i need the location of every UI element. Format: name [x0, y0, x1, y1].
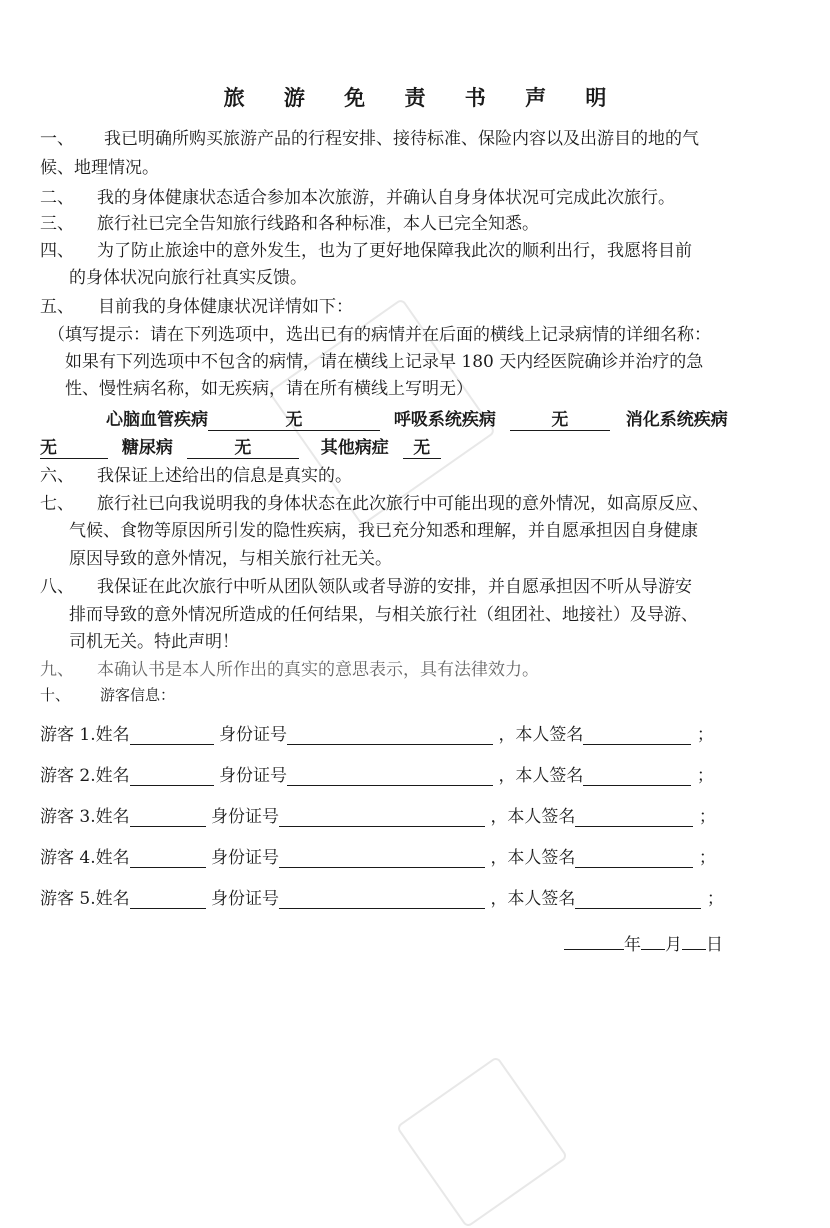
tourist-row-2 [40, 761, 714, 786]
tourist-row-5 [40, 884, 724, 909]
tourist-name-field[interactable] [130, 849, 206, 868]
month-label: 月 [665, 935, 682, 955]
clause-text: 我保证在此次旅行中听从团队领队或者导游的安排，并自愿承担因不听从导游安 [97, 577, 692, 597]
year-field[interactable] [564, 931, 624, 950]
tourist-name-label: 游客 5.姓名 [40, 889, 130, 909]
tourist-name-label: 游客 4.姓名 [40, 848, 130, 868]
tourist-id-label: 身份证号 [219, 725, 288, 745]
clause-text: 的身体状况向旅行社真实反馈。 [69, 268, 307, 288]
tourist-name-label: 游客 1.姓名 [40, 725, 130, 745]
day-label: 日 [706, 935, 723, 955]
tourist-id-field[interactable] [279, 890, 485, 909]
other-value[interactable]: 无 [403, 438, 441, 459]
tourist-id-label: 身份证号 [211, 848, 280, 868]
row-end-punct: ； [696, 725, 714, 745]
clause-number: 八、 [40, 577, 74, 597]
clause-number: 六、 [40, 466, 74, 486]
tourist-sign-label: ，本人签名 [490, 889, 576, 909]
row-end-punct: ； [698, 848, 716, 868]
tourist-sign-field[interactable] [575, 849, 693, 868]
row-end-punct: ； [706, 889, 724, 909]
document-title: 旅 游 免 责 书 声 明 [223, 85, 623, 110]
clause-number: 二、 [40, 188, 74, 208]
clause-text: 排而导致的意外情况所造成的任何结果，与相关旅行社（组团社、地接社）及导游、 [69, 605, 698, 625]
tourist-name-field[interactable] [130, 808, 206, 827]
tourist-name-field[interactable] [130, 890, 206, 909]
clause-text: 我已明确所购买旅游产品的行程安排、接待标准、保险内容以及出游目的地的气 [104, 129, 699, 149]
clause-text: 旅行社已完全告知旅行线路和各种标准，本人已完全知悉。 [97, 214, 539, 234]
clause-text: 原因导致的意外情况，与相关旅行社无关。 [69, 549, 392, 569]
clause-number: 一、 [40, 129, 74, 149]
resp-label: 呼吸系统疾病 [393, 410, 496, 430]
clause-text: 为了防止旅途中的意外发生，也为了更好地保障我此次的顺利出行，我愿将目前 [97, 241, 692, 261]
tourist-name-field[interactable] [130, 726, 214, 745]
tourist-row-4 [40, 843, 716, 868]
tourist-id-field[interactable] [287, 767, 493, 786]
tourist-name-label: 游客 3.姓名 [40, 807, 130, 827]
illness-row-1 [106, 405, 728, 431]
clause-text: 我的身体健康状态适合参加本次旅游，并确认自身身体状况可完成此次旅行。 [97, 188, 675, 208]
clause-text: 旅行社已向我说明我的身体状态在此次旅行中可能出现的意外情况，如高原反应、 [97, 494, 709, 514]
row-end-punct: ； [698, 807, 716, 827]
cardio-label: 心脑血管疾病 [106, 410, 208, 430]
fill-hint-line: 如果有下列选项中不包含的病情，请在横线上记录早 180 天内经医院确诊并治疗的急 [65, 352, 704, 372]
tourist-name-field[interactable] [130, 767, 214, 786]
tourist-row-3 [40, 802, 716, 827]
clause-text: 气候、食物等原因所引发的隐性疾病，我已充分知悉和理解，并自愿承担因自身健康 [69, 521, 698, 541]
year-label: 年 [624, 935, 641, 955]
diabetes-label: 糖尿病 [121, 438, 173, 458]
clause-text: 候、地理情况。 [40, 158, 159, 178]
digest-value[interactable]: 无 [40, 438, 108, 459]
tourist-sign-field[interactable] [575, 808, 693, 827]
tourist-sign-label: ，本人签名 [490, 848, 576, 868]
clause-number: 五、 [40, 297, 74, 317]
clause-text: 目前我的身体健康状况详情如下： [98, 297, 353, 317]
clause-number: 七、 [40, 494, 74, 514]
fill-hint-line: 性、慢性病名称，如无疾病，请在所有横线上写明无） [65, 379, 473, 399]
fill-hint-line: （填写提示：请在下列选项中，选出已有的病情并在后面的横线上记录病情的详细名称： [48, 325, 711, 345]
tourist-id-label: 身份证号 [219, 766, 288, 786]
tourist-sign-label: ，本人签名 [498, 725, 584, 745]
tourist-sign-label: ，本人签名 [490, 807, 576, 827]
clause-number: 三、 [40, 214, 74, 234]
clause-text: 本确认书是本人所作出的真实的意思表示，具有法律效力。 [97, 660, 539, 680]
resp-value[interactable]: 无 [510, 410, 610, 431]
tourist-sign-label: ，本人签名 [498, 766, 584, 786]
tourist-id-field[interactable] [279, 849, 485, 868]
clause-number: 十、 [40, 686, 71, 704]
illness-row-2 [40, 433, 441, 459]
tourist-id-label: 身份证号 [211, 807, 280, 827]
tourist-sign-field[interactable] [583, 726, 691, 745]
tourist-sign-field[interactable] [583, 767, 691, 786]
tourist-row-1 [40, 720, 714, 745]
tourist-sign-field[interactable] [575, 890, 701, 909]
tourist-id-label: 身份证号 [211, 889, 280, 909]
tourist-id-field[interactable] [287, 726, 493, 745]
watermark-shape [396, 1056, 569, 1228]
clause-text: 司机无关。特此声明！ [69, 632, 239, 652]
diabetes-value[interactable]: 无 [187, 438, 299, 459]
date-line [564, 930, 723, 955]
month-field[interactable] [641, 931, 665, 950]
cardio-value[interactable]: 无 [208, 410, 380, 431]
other-label: 其他病症 [320, 438, 389, 458]
day-field[interactable] [682, 931, 706, 950]
clause-text: 我保证上述给出的信息是真实的。 [97, 466, 352, 486]
row-end-punct: ； [696, 766, 714, 786]
clause-number: 九、 [40, 660, 74, 680]
tourist-name-label: 游客 2.姓名 [40, 766, 130, 786]
tourist-id-field[interactable] [279, 808, 485, 827]
clause-number: 四、 [40, 241, 74, 261]
clause-text: 游客信息： [100, 686, 176, 704]
digest-label: 消化系统疾病 [625, 410, 728, 430]
